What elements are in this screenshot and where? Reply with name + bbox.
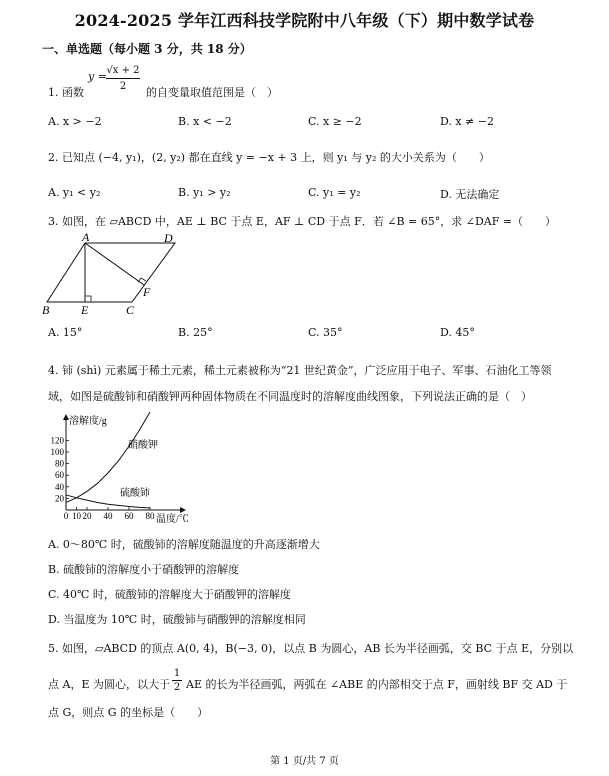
right-angle-e (85, 296, 91, 302)
label-b: B (42, 303, 50, 317)
q2-stem: 2. 已知点 (−4, y₁)，(2, y₂) 都在直线 y = −x + 3 上，则 y₁ 与 y₂ 的大小关系为（ ） (48, 151, 490, 164)
q3-option-b[interactable]: B. 25° (178, 326, 213, 339)
x-tick-label: 0 (63, 511, 69, 521)
page-title: 2024-2025 学年江西科技学院附中八年级（下）期中数学试卷 (74, 11, 535, 30)
q3-option-c[interactable]: C. 35° (308, 326, 343, 339)
y-tick-label: 80 (55, 458, 64, 469)
series-label-potassium-nitrate: 硝酸钾 (128, 440, 158, 451)
q5-line2-start: 点 A，E 为圆心，以大于 (48, 678, 170, 691)
x-tick-label: 80 (145, 511, 155, 521)
y-tick-label: 60 (55, 470, 64, 481)
q1-func-y: y = (88, 70, 107, 83)
q1-option-c[interactable]: C. x ≥ −2 (308, 115, 362, 128)
x-tick-label: 20 (82, 511, 92, 521)
q4-option-a[interactable]: A. 0～80℃ 时，硫酸铈的溶解度随温度的升高逐渐增大 (48, 538, 320, 551)
label-d: D (164, 232, 173, 245)
parallelogram-figure (40, 232, 190, 318)
y-axis-label: 溶解度/g (69, 416, 107, 427)
q2-option-c[interactable]: C. y₁ = y₂ (308, 186, 361, 199)
label-c: C (126, 303, 135, 317)
q4-option-b[interactable]: B. 硫酸铈的溶解度小于硝酸钾的溶解度 (48, 563, 240, 576)
y-tick-label: 40 (55, 481, 64, 492)
q1-prefix: 1. 函数 (48, 86, 84, 99)
q5-line2-end: AE 的长为半径画弧，两弧在 ∠ABE 的内部相交于点 F，画射线 BF 交 AD 于 (186, 678, 568, 691)
q2-option-a[interactable]: A. y₁ < y₂ (48, 186, 101, 199)
q3-stem: 3. 如图，在 ▱ABCD 中，AE ⊥ BC 于点 E，AF ⊥ CD 于点 F．若 ∠B = 65°，求 ∠DAF =（ ） (48, 215, 557, 228)
y-tick-label: 100 (50, 447, 64, 457)
section-heading: 一、单选题（每小题 3 分，共 18 分） (42, 42, 252, 56)
x-tick-label: 40 (103, 511, 113, 521)
q1-option-a[interactable]: A. x > −2 (48, 115, 102, 128)
q4-line1: 4. 铈 (shì) 元素属于稀土元素，稀土元素被称为“21 世纪黄金”，广泛应用于电子、军事、石油化工等领 (48, 364, 552, 377)
q3-option-d[interactable]: D. 45° (440, 326, 475, 339)
q5-line3: 点 G，则点 G 的坐标是（ ） (48, 706, 209, 719)
y-tick-label: 120 (50, 435, 64, 446)
x-tick-label: 60 (124, 511, 134, 521)
q2-option-d[interactable]: D. 无法确定 (440, 188, 500, 201)
q4-option-c[interactable]: C. 40℃ 时，硫酸铈的溶解度大于硝酸钾的溶解度 (48, 588, 291, 601)
solubility-chart (40, 412, 210, 528)
label-e: E (81, 303, 89, 317)
page-footer: 第 1 页/共 7 页 (270, 756, 339, 767)
parallelogram-abcd (47, 243, 175, 302)
q5-frac-numerator: 1 (173, 668, 181, 679)
q3-option-a[interactable]: A. 15° (48, 326, 83, 339)
q5-line1: 5. 如图，▱ABCD 的顶点 A(0, 4)，B(−3, 0)，以点 B 为圆心，AB 长为半径画弧，交 BC 于点 E，分别以 (48, 642, 574, 655)
x-tick-label: 10 (72, 511, 81, 521)
q5-frac-denominator: 2 (173, 682, 181, 693)
x-axis-label: 温度/℃ (156, 514, 189, 525)
q1-func-denominator: 2 (119, 81, 127, 92)
q4-line2: 域，如图是硫酸铈和硝酸钾两种固体物质在不同温度时的溶解度曲线图象，下列说法正确的是（ ） (48, 390, 532, 403)
series-label-cerium-sulfate: 硫酸铈 (120, 488, 150, 499)
segment-af (85, 243, 144, 285)
label-f: F (143, 285, 151, 299)
q1-func-numerator: √x + 2 (106, 64, 140, 79)
y-tick-label: 20 (55, 493, 64, 504)
q1-option-b[interactable]: B. x < −2 (178, 115, 232, 128)
q1-suffix: 的自变量取值范围是（ ） (146, 86, 278, 99)
q4-option-d[interactable]: D. 当温度为 10℃ 时，硫酸铈与硝酸钾的溶解度相同 (48, 613, 306, 626)
label-a: A (82, 232, 90, 244)
q1-option-d[interactable]: D. x ≠ −2 (440, 115, 495, 128)
q2-option-b[interactable]: B. y₁ > y₂ (178, 186, 231, 199)
x-axis-arrow (180, 507, 186, 513)
